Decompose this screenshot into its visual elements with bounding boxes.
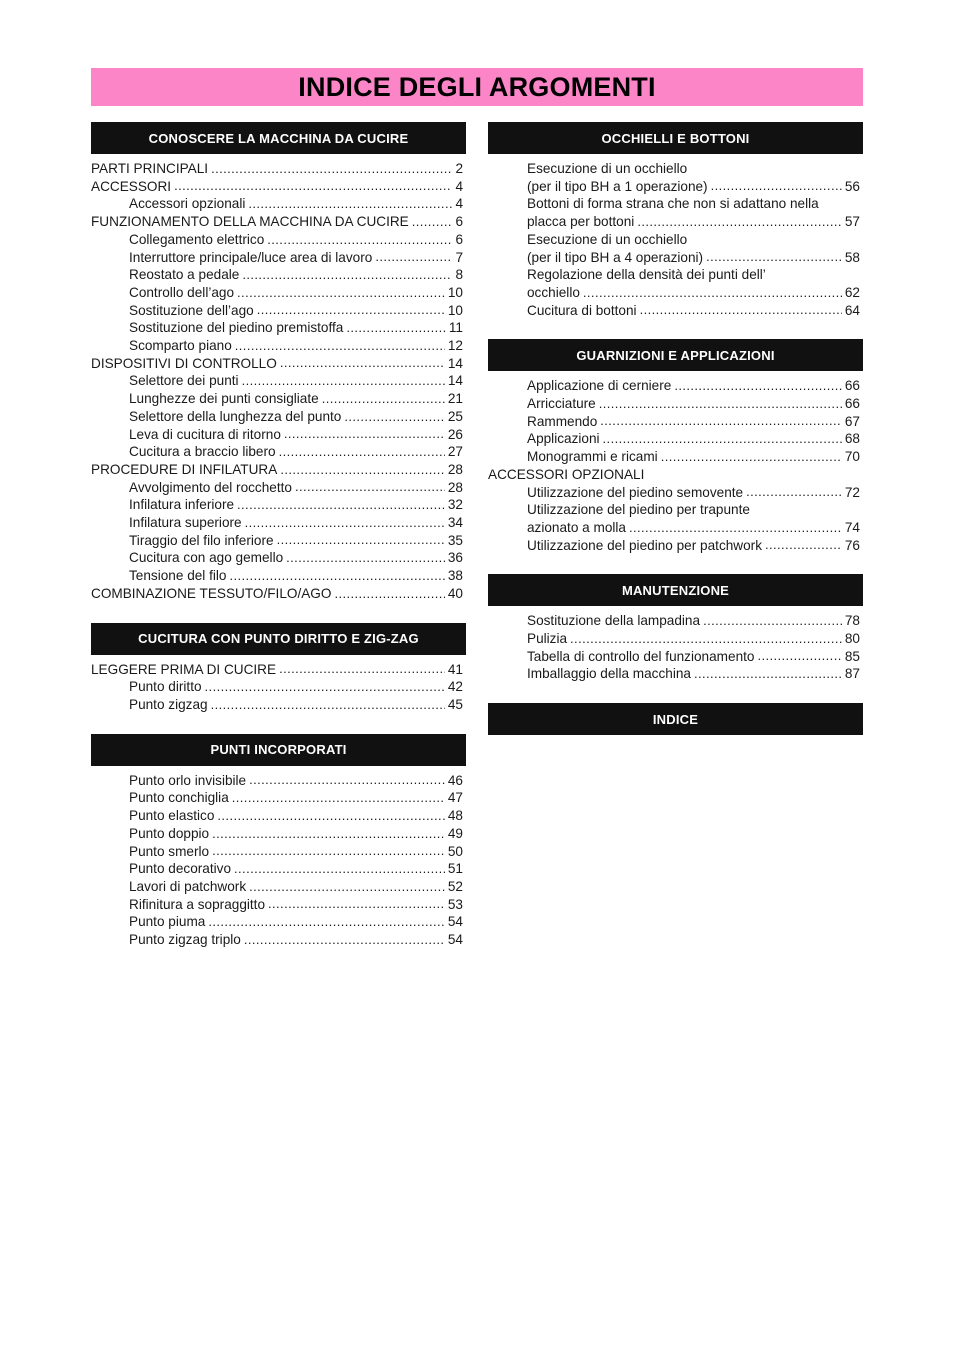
- toc-section-manutenzione: [488, 574, 863, 683]
- toc-entry[interactable]: [488, 448, 863, 466]
- toc-entry[interactable]: [488, 249, 863, 267]
- toc-entry[interactable]: [91, 896, 466, 914]
- toc-entry[interactable]: [488, 413, 863, 431]
- dot-leader: [746, 484, 842, 502]
- toc-entry-page: 14: [447, 373, 463, 389]
- dot-leader: [242, 266, 452, 284]
- toc-entry-page: 32: [447, 497, 463, 513]
- toc-entry-title: Punto zigzag: [129, 696, 208, 712]
- toc-entry-title: Cucitura a braccio libero: [129, 444, 276, 460]
- toc-entry-page: 8: [455, 267, 463, 283]
- dot-leader: [208, 913, 445, 931]
- toc-entry-title: (per il tipo BH a 1 operazione): [527, 178, 708, 194]
- toc-entry[interactable]: [91, 266, 466, 284]
- toc-entry-title: COMBINAZIONE TESSUTO/FILO/AGO: [91, 585, 332, 601]
- dot-leader: [230, 567, 445, 585]
- toc-entry-title: Bottoni di forma strana che non si adattano nella: [527, 196, 819, 212]
- toc-entry-page: 12: [447, 338, 463, 354]
- dot-leader: [694, 665, 842, 683]
- toc-entry-page: 52: [447, 878, 463, 894]
- dot-leader: [280, 355, 445, 373]
- toc-entry-title: Collegamento elettrico: [129, 231, 265, 247]
- toc-entry-page: 50: [447, 843, 463, 859]
- toc-entry-title: Cucitura con ago gemello: [129, 550, 284, 566]
- toc-entry[interactable]: [91, 807, 466, 825]
- toc-entry-page: 54: [447, 914, 463, 930]
- toc-entry-title: ACCESSORI: [91, 178, 172, 194]
- toc-entry-title: PROCEDURE DI INFILATURA: [91, 461, 278, 477]
- dot-leader: [412, 213, 452, 231]
- toc-entry[interactable]: [91, 860, 466, 878]
- toc-entry[interactable]: [91, 696, 466, 714]
- toc-entry-title: Punto conchiglia: [129, 790, 229, 806]
- toc-entry-page: 74: [844, 519, 860, 535]
- toc-entry[interactable]: [488, 484, 863, 502]
- dot-leader: [637, 213, 842, 231]
- toc-section-conoscere-la-macchina-da-cucire: [91, 122, 466, 603]
- toc-entry[interactable]: [488, 665, 863, 683]
- dot-leader: [284, 426, 445, 444]
- toc-entry[interactable]: [91, 390, 466, 408]
- toc-entry-page: 67: [844, 413, 860, 429]
- toc-entry-page: 62: [844, 284, 860, 300]
- toc-entry-page: 48: [447, 808, 463, 824]
- toc-entry[interactable]: [488, 612, 863, 630]
- dot-leader: [295, 479, 445, 497]
- toc-entry[interactable]: [488, 630, 863, 648]
- section-header: OCCHIELLI E BOTTONI: [488, 122, 863, 154]
- dot-leader: [280, 461, 445, 479]
- toc-entry[interactable]: [91, 878, 466, 896]
- toc-entry-title: Lavori di patchwork: [129, 878, 247, 894]
- toc-entry-page: 14: [447, 355, 463, 371]
- toc-entry-page: 57: [844, 214, 860, 230]
- toc-entry-page: 72: [844, 484, 860, 500]
- toc-entry-title: Pulizia: [527, 631, 568, 647]
- dot-leader: [268, 896, 445, 914]
- toc-entry-title: Punto zigzag triplo: [129, 932, 241, 948]
- toc-entry[interactable]: [488, 195, 863, 213]
- toc-entry-title: azionato a molla: [527, 519, 626, 535]
- toc-entry-title: Avvolgimento del rocchetto: [129, 479, 292, 495]
- toc-entry-page: 54: [447, 932, 463, 948]
- toc-entry-title: Punto smerlo: [129, 843, 210, 859]
- dot-leader: [757, 648, 841, 666]
- toc-entry[interactable]: [91, 443, 466, 461]
- toc-entry-list: [91, 766, 466, 949]
- section-header: PUNTI INCORPORATI: [91, 734, 466, 766]
- toc-entry-page: 28: [447, 461, 463, 477]
- toc-entry[interactable]: [488, 537, 863, 555]
- toc-entry[interactable]: [91, 195, 466, 213]
- toc-entry[interactable]: [91, 426, 466, 444]
- dot-leader: [711, 178, 842, 196]
- toc-entry-page: 40: [447, 585, 463, 601]
- toc-entry-title: Punto piuma: [129, 914, 206, 930]
- dot-leader: [334, 585, 444, 603]
- toc-entry-title: Punto elastico: [129, 808, 215, 824]
- dot-leader: [242, 372, 445, 390]
- toc-entry-title: Selettore della lunghezza del punto: [129, 408, 342, 424]
- dot-leader: [603, 430, 842, 448]
- toc-entry-page: 34: [447, 515, 463, 531]
- toc-entry[interactable]: [91, 355, 466, 373]
- toc-entry-title: Applicazione di cerniere: [527, 378, 672, 394]
- toc-entry-title: Infilatura superiore: [129, 515, 242, 531]
- toc-entry-page: 10: [447, 284, 463, 300]
- toc-entry[interactable]: [91, 408, 466, 426]
- toc-entry-title: Punto diritto: [129, 679, 202, 695]
- toc-entry-page: 51: [447, 861, 463, 877]
- toc-entry[interactable]: [91, 825, 466, 843]
- toc-entry-title: PARTI PRINCIPALI: [91, 161, 209, 176]
- toc-entry-page: 46: [447, 772, 463, 788]
- toc-entry-title: Utilizzazione del piedino per patchwork: [527, 537, 762, 553]
- toc-entry[interactable]: [488, 231, 863, 249]
- toc-entry[interactable]: [91, 514, 466, 532]
- toc-entry-list: [91, 154, 466, 603]
- toc-entry-page: 66: [844, 378, 860, 394]
- dot-leader: [674, 377, 842, 395]
- toc-entry[interactable]: [488, 266, 863, 284]
- toc-entry-title: Interruttore principale/luce area di lavoro: [129, 249, 373, 265]
- dot-leader: [234, 860, 445, 878]
- toc-entry-page: 68: [844, 431, 860, 447]
- toc-entry-page: 27: [447, 444, 463, 460]
- dot-leader: [706, 249, 842, 267]
- dot-leader: [765, 537, 842, 555]
- toc-entry-title: Cucitura di bottoni: [527, 302, 637, 318]
- toc-entry-title: Arricciature: [527, 396, 596, 412]
- toc-entry-title: Controllo dell’ago: [129, 284, 235, 300]
- toc-entry[interactable]: [91, 496, 466, 514]
- section-header: GUARNIZIONI E APPLICAZIONI: [488, 339, 863, 371]
- dot-leader: [232, 789, 445, 807]
- toc-entry[interactable]: [488, 519, 863, 537]
- toc-entry-title: Imballaggio della macchina: [527, 666, 691, 682]
- page-title: INDICE DEGLI ARGOMENTI: [298, 71, 656, 102]
- toc-entry-page: 25: [447, 408, 463, 424]
- toc-entry-page: 6: [455, 214, 463, 230]
- toc-entry-list: [488, 154, 863, 319]
- toc-entry-title: Lunghezze dei punti consigliate: [129, 391, 319, 407]
- dot-leader: [217, 807, 444, 825]
- dot-leader: [629, 519, 842, 537]
- toc-entry[interactable]: [91, 178, 466, 196]
- toc-entry-page: 45: [447, 696, 463, 712]
- toc-entry[interactable]: [91, 284, 466, 302]
- toc-entry-title: Sostituzione dell’ago: [129, 302, 254, 318]
- dot-leader: [344, 408, 445, 426]
- dot-leader: [279, 443, 445, 461]
- toc-entry-title: Regolazione della densità dei punti dell’: [527, 267, 766, 283]
- toc-entry-page: 47: [447, 790, 463, 806]
- dot-leader: [211, 696, 445, 714]
- dot-leader: [661, 448, 842, 466]
- toc-entry-page: 53: [447, 896, 463, 912]
- toc-entry-page: 4: [455, 178, 463, 194]
- toc-entry-title: placca per bottoni: [527, 214, 635, 230]
- toc-entry-page: 66: [844, 396, 860, 412]
- dot-leader: [600, 413, 842, 431]
- section-header: INDICE: [488, 703, 863, 735]
- toc-entry-list: [488, 371, 863, 554]
- toc-entry-title: Sostituzione della lampadina: [527, 613, 701, 629]
- toc-entry[interactable]: [91, 567, 466, 585]
- toc-entry-title: Rammendo: [527, 413, 598, 429]
- dot-leader: [174, 178, 452, 196]
- dot-leader: [257, 302, 445, 320]
- toc-section-guarnizioni-e-applicazioni: [488, 339, 863, 554]
- toc-entry[interactable]: [91, 661, 466, 679]
- toc-entry[interactable]: [91, 549, 466, 567]
- toc-entry[interactable]: [488, 430, 863, 448]
- toc-entry-page: 35: [447, 532, 463, 548]
- toc-entry-title: Applicazioni: [527, 431, 600, 447]
- section-header: CONOSCERE LA MACCHINA DA CUCIRE: [91, 122, 466, 154]
- dot-leader: [211, 160, 452, 178]
- toc-entry[interactable]: [91, 843, 466, 861]
- toc-entry-list: [488, 606, 863, 683]
- dot-leader: [277, 532, 445, 550]
- toc-entry[interactable]: [91, 249, 466, 267]
- toc-entry-title: FUNZIONAMENTO DELLA MACCHINA DA CUCIRE: [91, 214, 409, 230]
- toc-entry[interactable]: [91, 913, 466, 931]
- toc-entry-page: 2: [455, 161, 463, 176]
- dot-leader: [286, 549, 445, 567]
- toc-entry-title: DISPOSITIVI DI CONTROLLO: [91, 355, 277, 371]
- dot-leader: [346, 319, 446, 337]
- dot-leader: [703, 612, 842, 630]
- toc-entry-page: 80: [844, 631, 860, 647]
- toc-entry[interactable]: [91, 302, 466, 320]
- toc-entry-title: Esecuzione di un occhiello: [527, 161, 688, 176]
- toc-section-cucitura-con-punto-diritto-e-zig-zag: [91, 623, 466, 714]
- toc-entry[interactable]: [488, 178, 863, 196]
- toc-entry-title: Selettore dei punti: [129, 373, 239, 389]
- toc-entry[interactable]: [91, 160, 466, 178]
- toc-entry-page: 64: [844, 302, 860, 318]
- toc-section-punti-incorporati: [91, 734, 466, 949]
- toc-entry-title: Utilizzazione del piedino per trapunte: [527, 502, 750, 518]
- toc-entry-page: 38: [447, 568, 463, 584]
- dot-leader: [375, 249, 452, 267]
- dot-leader: [205, 678, 445, 696]
- toc-entry-title: Punto doppio: [129, 825, 210, 841]
- toc-entry[interactable]: [91, 931, 466, 949]
- toc-entry-list: [91, 655, 466, 714]
- dot-leader: [640, 302, 842, 320]
- dot-leader: [212, 843, 445, 861]
- toc-entry-page: 6: [455, 231, 463, 247]
- toc-entry[interactable]: [91, 772, 466, 790]
- toc-entry-page: 4: [455, 196, 463, 212]
- toc-entry-title: (per il tipo BH a 4 operazioni): [527, 249, 704, 265]
- toc-entry[interactable]: [488, 213, 863, 231]
- toc-entry[interactable]: [91, 479, 466, 497]
- left-column: [91, 122, 466, 969]
- toc-entry-title: ACCESSORI OPZIONALI: [488, 466, 645, 482]
- toc-entry[interactable]: [91, 585, 466, 603]
- toc-entry-page: 76: [844, 537, 860, 553]
- toc-entry[interactable]: [488, 284, 863, 302]
- toc-entry-page: 87: [844, 666, 860, 682]
- dot-leader: [212, 825, 445, 843]
- toc-entry-page: 85: [844, 648, 860, 664]
- toc-entry-page: 21: [447, 391, 463, 407]
- dot-leader: [570, 630, 842, 648]
- toc-entry-title: Monogrammi e ricami: [527, 449, 658, 465]
- toc-entry[interactable]: [488, 302, 863, 320]
- toc-entry[interactable]: [91, 213, 466, 231]
- toc-entry-title: LEGGERE PRIMA DI CUCIRE: [91, 661, 277, 677]
- toc-entry-page: 10: [447, 302, 463, 318]
- toc-entry-title: Leva di cucitura di ritorno: [129, 426, 281, 442]
- section-header: MANUTENZIONE: [488, 574, 863, 606]
- dot-leader: [248, 195, 452, 213]
- toc-entry-title: Reostato a pedale: [129, 267, 240, 283]
- dot-leader: [583, 284, 842, 302]
- toc-entry[interactable]: [91, 231, 466, 249]
- toc-entry-page: 78: [844, 613, 860, 629]
- toc-entry[interactable]: [488, 160, 863, 178]
- toc-entry[interactable]: [488, 395, 863, 413]
- toc-entry[interactable]: [91, 337, 466, 355]
- toc-entry-page: 41: [447, 661, 463, 677]
- dot-leader: [235, 337, 445, 355]
- toc-entry[interactable]: [91, 319, 466, 337]
- toc-entry-title: Tensione del filo: [129, 568, 227, 584]
- dot-leader: [245, 514, 445, 532]
- toc-entry[interactable]: [91, 532, 466, 550]
- dot-leader: [244, 931, 445, 949]
- toc-entry-page: 26: [447, 426, 463, 442]
- toc-entry-page: 56: [844, 178, 860, 194]
- toc-section-indice: [488, 703, 863, 735]
- toc-entry[interactable]: [91, 789, 466, 807]
- toc-entry[interactable]: [91, 461, 466, 479]
- toc-entry-title: Punto decorativo: [129, 861, 232, 877]
- toc-section-occhielli-e-bottoni: [488, 122, 863, 319]
- toc-entry-title: Tabella di controllo del funzionamento: [527, 648, 755, 664]
- toc-entry-title: Rifinitura a sopraggitto: [129, 896, 266, 912]
- toc-entry-title: Tiraggio del filo inferiore: [129, 532, 274, 548]
- dot-leader: [237, 284, 445, 302]
- dot-leader: [249, 772, 445, 790]
- toc-entry-title: Scomparto piano: [129, 338, 232, 354]
- toc-entry-page: 7: [455, 249, 463, 265]
- toc-entry-title: Infilatura inferiore: [129, 497, 235, 513]
- dot-leader: [249, 878, 445, 896]
- section-header: CUCITURA CON PUNTO DIRITTO E ZIG-ZAG: [91, 623, 466, 655]
- dot-leader: [279, 661, 445, 679]
- toc-entry-title: occhiello: [527, 284, 580, 300]
- toc-entry[interactable]: [488, 466, 863, 484]
- toc-entry-title: Utilizzazione del piedino semovente: [527, 484, 744, 500]
- dot-leader: [322, 390, 445, 408]
- dot-leader: [237, 496, 445, 514]
- right-column: [488, 122, 863, 755]
- toc-entry-title: Esecuzione di un occhiello: [527, 231, 688, 247]
- toc-entry-page: 49: [447, 825, 463, 841]
- title-banner: [91, 68, 863, 106]
- dot-leader: [267, 231, 452, 249]
- toc-entry[interactable]: [488, 648, 863, 666]
- toc-entry[interactable]: [91, 678, 466, 696]
- dot-leader: [599, 395, 842, 413]
- toc-entry-title: Sostituzione del piedino premistoffa: [129, 320, 344, 336]
- toc-entry-page: 36: [447, 550, 463, 566]
- toc-entry-title: Accessori opzionali: [129, 196, 246, 212]
- toc-entry-page: 28: [447, 479, 463, 495]
- toc-entry[interactable]: [488, 377, 863, 395]
- toc-entry[interactable]: [488, 501, 863, 519]
- toc-entry-page: 70: [844, 449, 860, 465]
- toc-entry-page: 42: [447, 679, 463, 695]
- toc-entry-page: 11: [448, 320, 463, 336]
- toc-entry-title: Punto orlo invisibile: [129, 772, 247, 788]
- toc-entry-page: 58: [844, 249, 860, 265]
- toc-entry[interactable]: [91, 372, 466, 390]
